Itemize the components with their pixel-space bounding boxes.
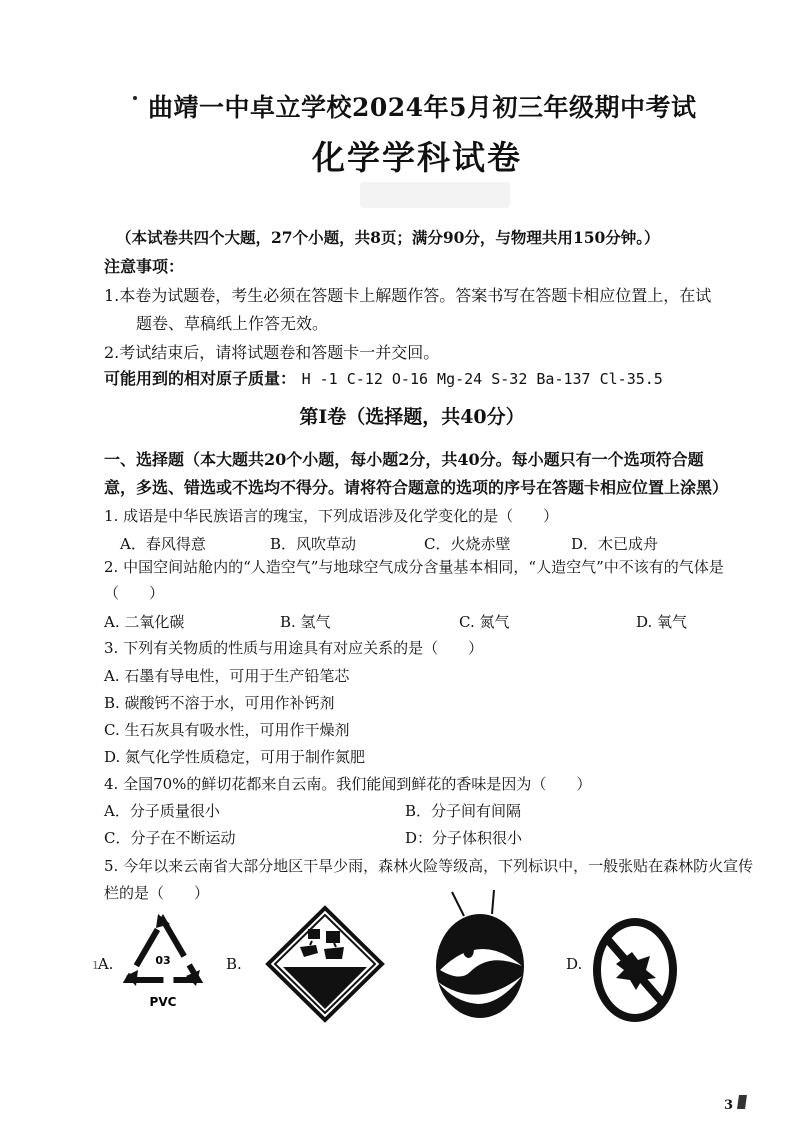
q1-option-d: D．木已成舟 [571, 535, 659, 553]
q1-stem: 1. 成语是中华民族语言的瑰宝，下列成语涉及化学变化的是（ ） [104, 507, 559, 525]
recycle-code: PVC [149, 995, 177, 1009]
q5-option-d-label: D. [566, 955, 583, 973]
q2-option-c: C. 氮气 [459, 613, 510, 631]
q1-option-c: C．火烧赤壁 [424, 535, 511, 553]
q5-option-c-label [406, 955, 422, 973]
q4-option-c: C．分子在不断运动 [104, 829, 236, 847]
q3-option-d: D. 氮气化学性质稳定，可用于制作氮肥 [104, 748, 366, 766]
q1-option-b: B．风吹草动 [270, 535, 357, 553]
q3-option-b: B. 碳酸钙不溶于水，可用作补钙剂 [104, 694, 335, 712]
q5-option-b-label: B. [226, 955, 242, 973]
page-number: 3 [724, 1098, 734, 1113]
notice-item-1: 1.本卷为试题卷，考生必须在答题卡上解题作答。答案书写在答题卡相应位置上，在试 [104, 286, 712, 305]
scan-dot [133, 96, 137, 100]
no-fireworks-sign-icon [592, 916, 678, 1024]
atomic-mass-line [104, 366, 663, 389]
atomic-mass-label: 可能用到的相对原子质量： [104, 369, 297, 388]
q4-option-a: A．分子质量很小 [104, 802, 220, 820]
q3-option-a: A. 石墨有导电性，可用于生产铅笔芯 [104, 667, 350, 685]
q2-stem-cont: （ ） [104, 584, 165, 602]
q2-option-b: B. 氢气 [280, 613, 331, 631]
notice-item-2: 2.考试结束后，请将试题卷和答题卡一并交回。 [104, 343, 440, 362]
q1-option-a: A．春风得意 [120, 535, 206, 553]
recycling-symbol-icon [118, 910, 208, 1010]
q5-stem: 5. 今年以来云南省大部分地区干旱少雨，森林火险等级高，下列标识中，一般张贴在森林防火宣传 [104, 857, 754, 875]
q2-option-d: D. 氧气 [636, 613, 688, 631]
subject-title: 化学学科试卷 [312, 138, 522, 177]
q4-stem: 4. 全国70%的鲜切花都来自云南。我们能闻到鲜花的香味是因为（ ） [104, 775, 592, 793]
atomic-mass-values: H -1 C-12 O-16 Mg-24 S-32 Ba-137 Cl-35.5 [301, 370, 663, 388]
notice-heading: 注意事项： [104, 257, 185, 276]
q4-option-d: D：分子体积很小 [405, 829, 523, 847]
corrosive-hazard-icon [264, 905, 386, 1023]
water-saving-emblem-icon [430, 890, 530, 1024]
page-corner-mark [737, 1095, 747, 1109]
recycle-number: 03 [155, 954, 171, 967]
q3-stem: 3. 下列有关物质的性质与用途具有对应关系的是（ ） [104, 639, 484, 657]
notice-item-1-cont: 题卷、草稿纸上作答无效。 [136, 314, 329, 333]
school-title: 曲靖一中卓立学校2024年5月初三年级期中考试 [148, 93, 697, 122]
part1-instructions-1: 一、选择题（本大题共20个小题，每小题2分，共40分。每小题只有一个选项符合题 [104, 450, 704, 469]
faint-scan-mark [360, 182, 510, 208]
section-title: 第Ⅰ卷（选择题，共40分） [299, 406, 525, 428]
q5-stem-cont: 栏的是（ ） [104, 884, 210, 902]
part1-instructions-2: 意，多选、错选或不选均不得分。请将符合题意的选项的序号在答题卡相应位置上涂黑） [104, 478, 729, 497]
q2-stem: 2. 中国空间站舱内的“人造空气”与地球空气成分含量基本相同，“人造空气”中不该有的气体是 [104, 558, 724, 576]
q2-option-a: A. 二氧化碳 [104, 613, 185, 631]
q3-option-c: C. 生石灰具有吸水性，可用作干燥剂 [104, 721, 350, 739]
q4-option-b: B．分子间有间隔 [405, 802, 522, 820]
q5-option-a-label: ıA. [93, 955, 114, 973]
exam-summary: （本试卷共四个大题，27个小题，共8页；满分90分，与物理共用150分钟。） [116, 228, 660, 247]
